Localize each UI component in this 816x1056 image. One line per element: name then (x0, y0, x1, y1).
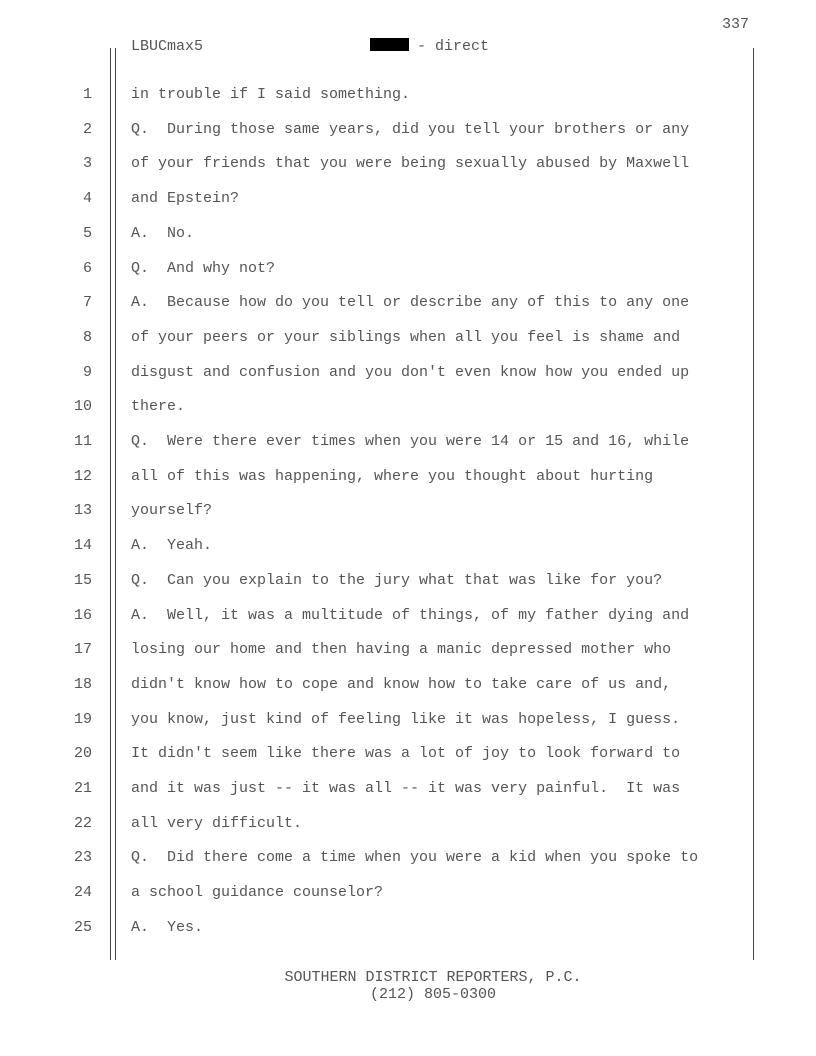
line-text: disgust and confusion and you don't even know how you ended up (131, 363, 690, 381)
line-number: 11 (73, 433, 92, 450)
footer-phone: (212) 805-0300 (369, 986, 497, 1003)
transcript-line (0, 260, 816, 280)
line-number: 24 (73, 884, 92, 902)
transcript-line (0, 745, 816, 765)
line-number: 8 (82, 328, 92, 346)
line-text: Q. Were there ever times when you were 14 or 15 and 16, while (131, 433, 690, 450)
transcript-line (0, 711, 816, 731)
line-text: and it was just -- it was all -- it was very painful. It was (131, 780, 681, 797)
line-number: 1 (82, 86, 92, 103)
transcript-line (0, 190, 816, 210)
line-text: and Epstein? (131, 190, 240, 208)
line-text: A. Yeah. (131, 537, 213, 555)
line-number: 16 (73, 606, 92, 624)
header-section (370, 38, 489, 55)
line-number: 21 (73, 780, 92, 797)
footer (0, 969, 816, 1003)
transcript-line (0, 398, 816, 418)
redaction-block (370, 38, 409, 51)
line-number: 6 (82, 259, 92, 277)
line-number: 5 (82, 224, 92, 242)
line-text: losing our home and then having a manic depressed mother who (131, 641, 672, 659)
line-text: in trouble if I said something. (131, 86, 411, 103)
line-number: 4 (82, 190, 92, 208)
transcript-line (0, 780, 816, 800)
transcript-line (0, 364, 816, 384)
line-text: yourself? (131, 502, 213, 520)
line-number: 25 (73, 918, 92, 936)
page-number: 337 (721, 16, 749, 33)
line-number: 18 (73, 675, 92, 693)
transcript-line (0, 919, 816, 939)
line-text: A. Because how do you tell or describe any of this to any one (131, 294, 690, 312)
line-number: 7 (82, 294, 92, 312)
transcript-line (0, 676, 816, 696)
line-number: 17 (73, 641, 92, 659)
transcript-line (0, 468, 816, 488)
case-code: LBUCmax5 (131, 38, 204, 55)
transcript-line (0, 641, 816, 661)
section-label: - direct (417, 38, 490, 55)
line-number: 22 (73, 814, 92, 832)
transcript-line (0, 849, 816, 869)
line-number: 9 (82, 363, 92, 381)
line-number: 13 (73, 502, 92, 520)
line-number: 20 (73, 745, 92, 763)
line-number: 12 (73, 467, 92, 485)
line-text: Q. And why not? (131, 259, 276, 277)
line-number: 15 (73, 571, 92, 589)
line-text: A. Yes. (131, 918, 204, 936)
line-number: 23 (73, 849, 92, 867)
line-text: of your friends that you were being sexually abused by Maxwell (131, 155, 690, 173)
line-text: a school guidance counselor? (131, 884, 384, 902)
line-number: 10 (73, 398, 92, 416)
transcript-line (0, 815, 816, 835)
line-number: 14 (73, 537, 92, 555)
transcript-line (0, 433, 816, 453)
line-number: 19 (73, 710, 92, 728)
line-number: 3 (82, 155, 92, 173)
line-text: Q. Can you explain to the jury what that was like for you? (131, 571, 663, 589)
line-text: Q. During those same years, did you tell your brothers or any (131, 120, 690, 138)
transcript-line (0, 607, 816, 627)
transcript-line (0, 294, 816, 314)
line-text: didn't know how to cope and know how to take care of us and, (131, 675, 672, 693)
transcript-line (0, 155, 816, 175)
line-text: Q. Did there come a time when you were a kid when you spoke to (131, 849, 699, 867)
transcript-line (0, 121, 816, 141)
line-text: A. Well, it was a multitude of things, of my father dying and (131, 606, 690, 624)
footer-reporter: SOUTHERN DISTRICT REPORTERS, P.C. (284, 969, 582, 986)
transcript-line (0, 329, 816, 349)
transcript-line (0, 572, 816, 592)
line-text: all very difficult. (131, 814, 303, 832)
transcript-line (0, 537, 816, 557)
line-text: there. (131, 398, 186, 416)
line-number: 2 (82, 120, 92, 138)
line-text: It didn't seem like there was a lot of joy to look forward to (131, 745, 681, 763)
transcript-line (0, 884, 816, 904)
line-text: of your peers or your siblings when all you feel is shame and (131, 328, 681, 346)
line-text: A. No. (131, 224, 195, 242)
line-text: all of this was happening, where you thought about hurting (131, 467, 654, 485)
transcript-line (0, 225, 816, 245)
transcript-line (0, 502, 816, 522)
transcript-line (0, 86, 816, 106)
line-text: you know, just kind of feeling like it was hopeless, I guess. (131, 710, 681, 728)
